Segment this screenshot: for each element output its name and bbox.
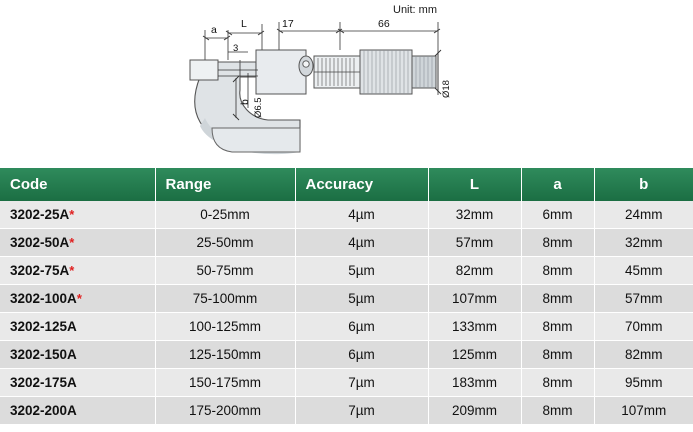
table-row (0, 397, 693, 425)
table-row (0, 201, 693, 229)
featured-star-icon: * (69, 207, 75, 222)
cell-a: 8mm (521, 313, 594, 341)
column-header-range: Range (155, 168, 295, 201)
table-row (0, 313, 693, 341)
cell-b: 57mm (594, 285, 693, 313)
column-header-b: b (594, 168, 693, 201)
cell-b: 70mm (594, 313, 693, 341)
cell-b: 45mm (594, 257, 693, 285)
cell-accuracy: 5µm (295, 285, 428, 313)
cell-l: 183mm (428, 369, 521, 397)
cell-a: 8mm (521, 229, 594, 257)
cell-l: 32mm (428, 201, 521, 229)
cell-range: 125-150mm (155, 341, 295, 369)
cell-a: 8mm (521, 369, 594, 397)
micrometer-drawing (0, 0, 693, 168)
cell-code: 3202-175A (0, 369, 155, 397)
dim-17-label: 17 (282, 18, 294, 30)
cell-accuracy: 4µm (295, 229, 428, 257)
column-header-code: Code (0, 168, 155, 201)
dim-thimble-diameter-label: Ø18 (441, 80, 452, 98)
cell-b: 32mm (594, 229, 693, 257)
table-row (0, 369, 693, 397)
cell-accuracy: 7µm (295, 369, 428, 397)
cell-accuracy: 6µm (295, 313, 428, 341)
cell-b: 82mm (594, 341, 693, 369)
cell-l: 125mm (428, 341, 521, 369)
specification-table (0, 168, 693, 425)
cell-range: 100-125mm (155, 313, 295, 341)
cell-range: 50-75mm (155, 257, 295, 285)
cell-range: 0-25mm (155, 201, 295, 229)
table-body (0, 201, 693, 425)
cell-range: 25-50mm (155, 229, 295, 257)
dim-spindle-diameter-label: Ø6.5 (253, 97, 264, 118)
dim-b-label: b (239, 99, 251, 105)
cell-a: 8mm (521, 397, 594, 425)
cell-accuracy: 6µm (295, 341, 428, 369)
table-row (0, 285, 693, 313)
cell-l: 133mm (428, 313, 521, 341)
table-row (0, 229, 693, 257)
cell-a: 6mm (521, 201, 594, 229)
cell-a: 8mm (521, 341, 594, 369)
cell-b: 107mm (594, 397, 693, 425)
column-header-a: a (521, 168, 594, 201)
table-row (0, 257, 693, 285)
cell-range: 150-175mm (155, 369, 295, 397)
cell-accuracy: 7µm (295, 397, 428, 425)
cell-l: 107mm (428, 285, 521, 313)
dim-66-label: 66 (378, 18, 390, 30)
dim-a-label: a (211, 24, 217, 36)
cell-code: 3202-75A* (0, 257, 155, 285)
cell-l: 209mm (428, 397, 521, 425)
micrometer-diagram (0, 0, 693, 168)
featured-star-icon: * (69, 263, 75, 278)
cell-b: 95mm (594, 369, 693, 397)
cell-accuracy: 4µm (295, 201, 428, 229)
cell-code: 3202-200A (0, 397, 155, 425)
cell-accuracy: 5µm (295, 257, 428, 285)
cell-b: 24mm (594, 201, 693, 229)
cell-l: 82mm (428, 257, 521, 285)
cell-code: 3202-125A (0, 313, 155, 341)
featured-star-icon: * (69, 235, 75, 250)
column-header-accuracy: Accuracy (295, 168, 428, 201)
cell-a: 8mm (521, 257, 594, 285)
dim-L-label: L (241, 18, 247, 30)
cell-code: 3202-50A* (0, 229, 155, 257)
cell-range: 75-100mm (155, 285, 295, 313)
cell-a: 8mm (521, 285, 594, 313)
table-row (0, 341, 693, 369)
cell-range: 175-200mm (155, 397, 295, 425)
featured-star-icon: * (76, 291, 82, 306)
unit-label: Unit: mm (393, 4, 437, 16)
cell-l: 57mm (428, 229, 521, 257)
cell-code: 3202-150A (0, 341, 155, 369)
dim-3-label: 3 (233, 43, 239, 54)
table-header-row (0, 168, 693, 201)
column-header-l: L (428, 168, 521, 201)
cell-code: 3202-25A* (0, 201, 155, 229)
cell-code: 3202-100A* (0, 285, 155, 313)
